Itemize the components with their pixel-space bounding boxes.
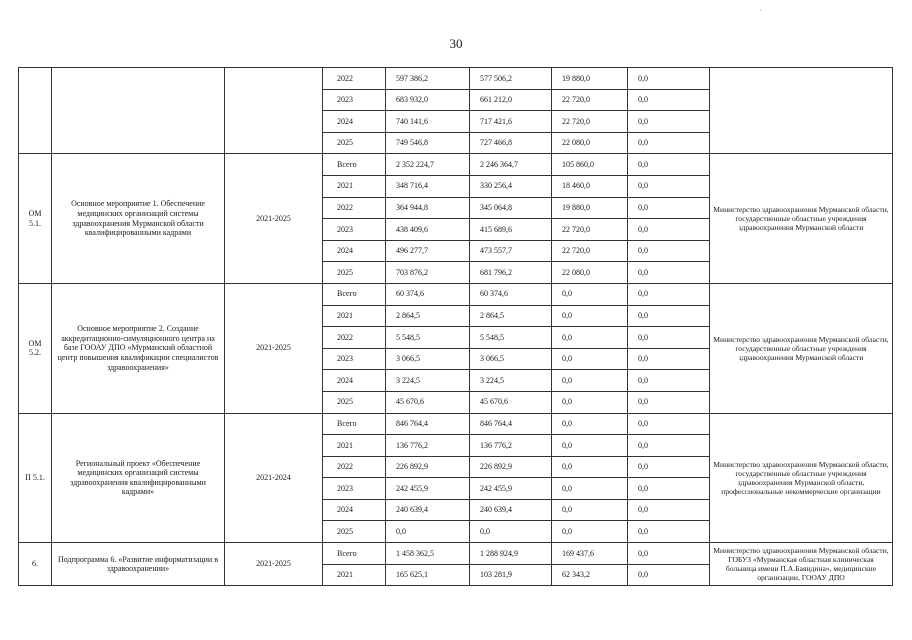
regional-budget-cell: 2 864,5 bbox=[470, 305, 552, 327]
federal-budget-cell: 62 343,2 bbox=[552, 564, 628, 586]
regional-budget-cell: 45 670,6 bbox=[470, 391, 552, 413]
budget-table bbox=[18, 67, 893, 586]
year-cell: 2024 bbox=[323, 370, 386, 392]
period-cell: 2021-2025 bbox=[225, 154, 323, 284]
other-sources-cell: 0,0 bbox=[628, 499, 710, 521]
regional-budget-cell: 727 466,8 bbox=[470, 132, 552, 154]
other-sources-cell: 0,0 bbox=[628, 111, 710, 133]
regional-budget-cell: 103 281,9 bbox=[470, 564, 552, 586]
federal-budget-cell: 0,0 bbox=[552, 499, 628, 521]
year-cell: 2021 bbox=[323, 305, 386, 327]
responsible-cell bbox=[710, 68, 893, 154]
federal-budget-cell: 0,0 bbox=[552, 283, 628, 305]
federal-budget-cell: 22 720,0 bbox=[552, 111, 628, 133]
regional-budget-cell: 226 892,9 bbox=[470, 456, 552, 478]
scan-speck: · bbox=[759, 6, 762, 15]
year-cell: Всего bbox=[323, 413, 386, 435]
page-number: 30 bbox=[449, 36, 463, 51]
regional-budget-cell: 1 288 924,9 bbox=[470, 543, 552, 565]
code-cell: ОМ 5.1. bbox=[19, 154, 52, 284]
other-sources-cell: 0,0 bbox=[628, 175, 710, 197]
table-row bbox=[19, 283, 893, 305]
federal-budget-cell: 0,0 bbox=[552, 391, 628, 413]
other-sources-cell: 0,0 bbox=[628, 197, 710, 219]
regional-budget-cell: 60 374,6 bbox=[470, 283, 552, 305]
total-cell: 703 876,2 bbox=[386, 262, 470, 284]
year-cell: 2025 bbox=[323, 521, 386, 543]
other-sources-cell: 0,0 bbox=[628, 478, 710, 500]
regional-budget-cell: 3 066,5 bbox=[470, 348, 552, 370]
year-cell: 2022 bbox=[323, 456, 386, 478]
regional-budget-cell: 577 506,2 bbox=[470, 68, 552, 90]
other-sources-cell: 0,0 bbox=[628, 240, 710, 262]
year-cell: 2021 bbox=[323, 564, 386, 586]
responsible-cell: Министерство здравоохранения Мурманской области, государственные областные учреждения здравоохранения Мурманской области bbox=[710, 154, 893, 284]
other-sources-cell: 0,0 bbox=[628, 456, 710, 478]
total-cell: 60 374,6 bbox=[386, 283, 470, 305]
regional-budget-cell: 136 776,2 bbox=[470, 435, 552, 457]
total-cell: 683 932,0 bbox=[386, 89, 470, 111]
regional-budget-cell: 2 246 364,7 bbox=[470, 154, 552, 176]
total-cell: 45 670,6 bbox=[386, 391, 470, 413]
federal-budget-cell: 18 460,0 bbox=[552, 175, 628, 197]
other-sources-cell: 0,0 bbox=[628, 521, 710, 543]
total-cell: 0,0 bbox=[386, 521, 470, 543]
total-cell: 1 458 362,5 bbox=[386, 543, 470, 565]
other-sources-cell: 0,0 bbox=[628, 68, 710, 90]
code-cell bbox=[19, 68, 52, 154]
year-cell: 2023 bbox=[323, 89, 386, 111]
regional-budget-cell: 3 224,5 bbox=[470, 370, 552, 392]
year-cell: 2022 bbox=[323, 197, 386, 219]
code-cell: П 5.1. bbox=[19, 413, 52, 543]
code-cell: 6. bbox=[19, 543, 52, 586]
table-body bbox=[19, 68, 893, 586]
total-cell: 597 386,2 bbox=[386, 68, 470, 90]
regional-budget-cell: 846 764,4 bbox=[470, 413, 552, 435]
year-cell: Всего bbox=[323, 154, 386, 176]
year-cell: 2024 bbox=[323, 499, 386, 521]
total-cell: 364 944,8 bbox=[386, 197, 470, 219]
name-cell: Основное мероприятие 1. Обеспечение медицинских организаций системы здравоохранения Мурманской области квалифицированными кадрами bbox=[52, 154, 225, 284]
table-row bbox=[19, 413, 893, 435]
federal-budget-cell: 105 860,0 bbox=[552, 154, 628, 176]
federal-budget-cell: 22 720,0 bbox=[552, 219, 628, 241]
year-cell: 2024 bbox=[323, 240, 386, 262]
other-sources-cell: 0,0 bbox=[628, 370, 710, 392]
name-cell bbox=[52, 68, 225, 154]
regional-budget-cell: 681 796,2 bbox=[470, 262, 552, 284]
federal-budget-cell: 22 080,0 bbox=[552, 262, 628, 284]
federal-budget-cell: 22 720,0 bbox=[552, 89, 628, 111]
table-row bbox=[19, 68, 893, 90]
federal-budget-cell: 169 437,6 bbox=[552, 543, 628, 565]
other-sources-cell: 0,0 bbox=[628, 262, 710, 284]
total-cell: 496 277,7 bbox=[386, 240, 470, 262]
year-cell: 2022 bbox=[323, 68, 386, 90]
total-cell: 136 776,2 bbox=[386, 435, 470, 457]
other-sources-cell: 0,0 bbox=[628, 327, 710, 349]
year-cell: 2024 bbox=[323, 111, 386, 133]
other-sources-cell: 0,0 bbox=[628, 413, 710, 435]
other-sources-cell: 0,0 bbox=[628, 132, 710, 154]
federal-budget-cell: 22 720,0 bbox=[552, 240, 628, 262]
year-cell: 2023 bbox=[323, 219, 386, 241]
total-cell: 438 409,6 bbox=[386, 219, 470, 241]
regional-budget-cell: 0,0 bbox=[470, 521, 552, 543]
year-cell: 2025 bbox=[323, 132, 386, 154]
federal-budget-cell: 0,0 bbox=[552, 305, 628, 327]
other-sources-cell: 0,0 bbox=[628, 435, 710, 457]
year-cell: 2025 bbox=[323, 391, 386, 413]
regional-budget-cell: 242 455,9 bbox=[470, 478, 552, 500]
federal-budget-cell: 19 880,0 bbox=[552, 197, 628, 219]
total-cell: 3 066,5 bbox=[386, 348, 470, 370]
regional-budget-cell: 5 548,5 bbox=[470, 327, 552, 349]
other-sources-cell: 0,0 bbox=[628, 391, 710, 413]
other-sources-cell: 0,0 bbox=[628, 219, 710, 241]
year-cell: 2021 bbox=[323, 175, 386, 197]
total-cell: 226 892,9 bbox=[386, 456, 470, 478]
regional-budget-cell: 345 064,8 bbox=[470, 197, 552, 219]
year-cell: Всего bbox=[323, 543, 386, 565]
other-sources-cell: 0,0 bbox=[628, 348, 710, 370]
total-cell: 5 548,5 bbox=[386, 327, 470, 349]
period-cell: 2021-2024 bbox=[225, 413, 323, 543]
regional-budget-cell: 661 212,0 bbox=[470, 89, 552, 111]
federal-budget-cell: 0,0 bbox=[552, 478, 628, 500]
total-cell: 165 625,1 bbox=[386, 564, 470, 586]
name-cell: Региональный проект «Обеспечение медицинских организаций системы здравоохранения квалифицированными кадрами» bbox=[52, 413, 225, 543]
federal-budget-cell: 0,0 bbox=[552, 456, 628, 478]
other-sources-cell: 0,0 bbox=[628, 283, 710, 305]
total-cell: 348 716,4 bbox=[386, 175, 470, 197]
total-cell: 749 546,8 bbox=[386, 132, 470, 154]
year-cell: 2023 bbox=[323, 348, 386, 370]
name-cell: Подпрограмма 6. «Развитие информатизации в здравоохранении» bbox=[52, 543, 225, 586]
federal-budget-cell: 0,0 bbox=[552, 521, 628, 543]
year-cell: 2021 bbox=[323, 435, 386, 457]
period-cell: 2021-2025 bbox=[225, 283, 323, 413]
year-cell: Всего bbox=[323, 283, 386, 305]
regional-budget-cell: 240 639,4 bbox=[470, 499, 552, 521]
federal-budget-cell: 0,0 bbox=[552, 348, 628, 370]
year-cell: 2022 bbox=[323, 327, 386, 349]
other-sources-cell: 0,0 bbox=[628, 154, 710, 176]
federal-budget-cell: 22 080,0 bbox=[552, 132, 628, 154]
federal-budget-cell: 0,0 bbox=[552, 435, 628, 457]
total-cell: 2 352 224,7 bbox=[386, 154, 470, 176]
total-cell: 740 141,6 bbox=[386, 111, 470, 133]
total-cell: 3 224,5 bbox=[386, 370, 470, 392]
total-cell: 2 864,5 bbox=[386, 305, 470, 327]
responsible-cell: Министерство здравоохранения Мурманской области, государственные областные учреждения здравоохранения Мурманской области bbox=[710, 283, 893, 413]
year-cell: 2025 bbox=[323, 262, 386, 284]
period-cell bbox=[225, 68, 323, 154]
other-sources-cell: 0,0 bbox=[628, 89, 710, 111]
table-row bbox=[19, 154, 893, 176]
other-sources-cell: 0,0 bbox=[628, 305, 710, 327]
federal-budget-cell: 19 880,0 bbox=[552, 68, 628, 90]
year-cell: 2023 bbox=[323, 478, 386, 500]
regional-budget-cell: 473 557,7 bbox=[470, 240, 552, 262]
federal-budget-cell: 0,0 bbox=[552, 370, 628, 392]
responsible-cell: Министерство здравоохранения Мурманской области, государственные областные учреждения здравоохранения Мурманской области, профессиональные некоммерческие организации bbox=[710, 413, 893, 543]
other-sources-cell: 0,0 bbox=[628, 564, 710, 586]
regional-budget-cell: 415 689,6 bbox=[470, 219, 552, 241]
total-cell: 846 764,4 bbox=[386, 413, 470, 435]
regional-budget-cell: 717 421,6 bbox=[470, 111, 552, 133]
total-cell: 242 455,9 bbox=[386, 478, 470, 500]
federal-budget-cell: 0,0 bbox=[552, 327, 628, 349]
table-row bbox=[19, 543, 893, 565]
federal-budget-cell: 0,0 bbox=[552, 413, 628, 435]
name-cell: Основное мероприятие 2. Создание аккредитационно-симуляционного центра на базе ГООАУ ДПО «Мурманский областной центр повышения квалификации специалистов здравоохранения» bbox=[52, 283, 225, 413]
period-cell: 2021-2025 bbox=[225, 543, 323, 586]
total-cell: 240 639,4 bbox=[386, 499, 470, 521]
other-sources-cell: 0,0 bbox=[628, 543, 710, 565]
regional-budget-cell: 330 256,4 bbox=[470, 175, 552, 197]
responsible-cell: Министерство здравоохранения Мурманской области, ГОБУЗ «Мурманская областная клиническая больница имени П.А.Баяндина», медицинские организации, ГООАУ ДПО bbox=[710, 543, 893, 586]
code-cell: ОМ 5.2. bbox=[19, 283, 52, 413]
